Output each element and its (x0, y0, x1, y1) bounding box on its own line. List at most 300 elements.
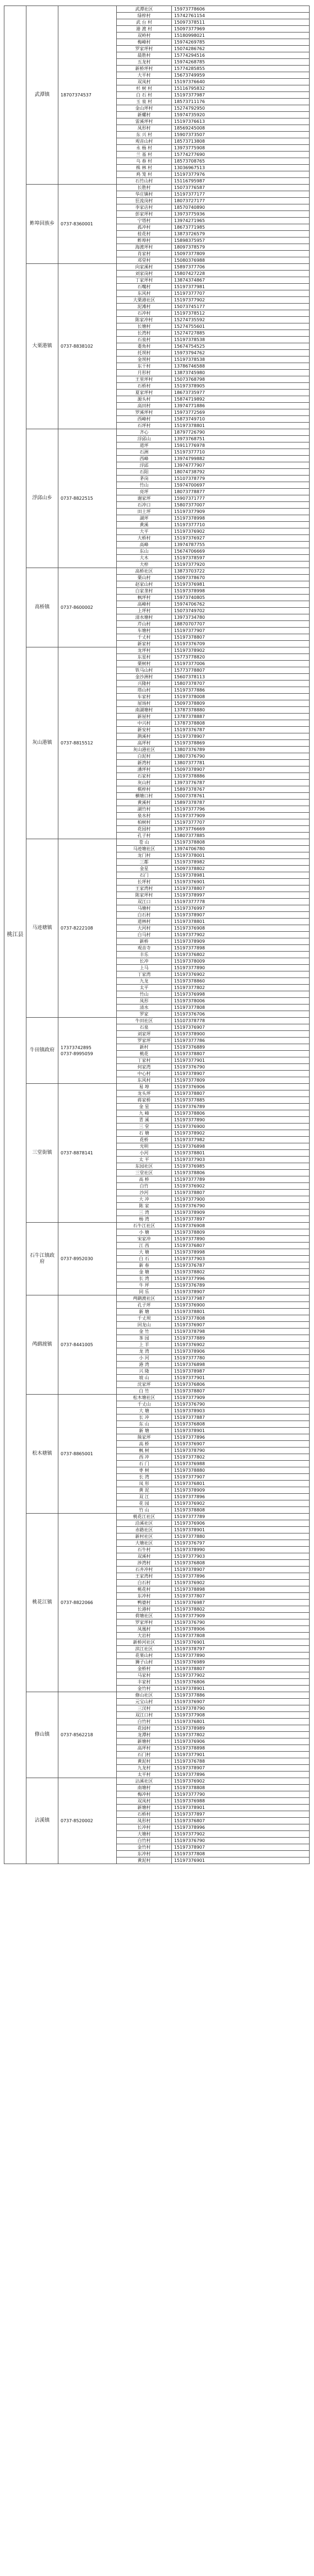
town-phone: 18707374537 (58, 6, 117, 185)
village-phone: 18073727177 (172, 198, 310, 204)
village-phone: 15197378808 (172, 1507, 310, 1514)
village-phone: 15607378113 (172, 674, 310, 681)
village-phone: 15197378806 (172, 1170, 310, 1176)
table-row (4, 1084, 310, 1090)
village-name: 高峰村 (117, 601, 172, 608)
town-name: 武潭镇 (26, 6, 58, 185)
village-name: 凤形村 (117, 125, 172, 132)
village-name: 大 塘 (117, 1408, 172, 1414)
village-name: 龙门村 (117, 852, 172, 859)
village-name: 罗溪坪村 (117, 409, 172, 416)
village-phone: 15197376790 (172, 1619, 310, 1626)
village-name: 松木塘社区 (117, 1395, 172, 1401)
village-phone: 15197377808 (172, 1315, 310, 1322)
village-name: 茶 园 (117, 1335, 172, 1342)
village-name: 金山坪村 (117, 105, 172, 112)
village-phone: 15197378907 (172, 1567, 310, 1573)
village-phone: 15197377907 (172, 628, 310, 634)
village-phone: 15107378779 (172, 476, 310, 482)
village-name: 长湾村 (117, 330, 172, 337)
village-name: 白家垄村 (117, 588, 172, 595)
village-phone: 15197376901 (172, 1639, 310, 1646)
village-name: 三 湾 (117, 1209, 172, 1216)
village-name: 黄 泥 (117, 1487, 172, 1494)
village-phone: 15197377778 (172, 899, 310, 905)
village-name: 横塘口村 (117, 793, 172, 800)
village-phone: 15197378538 (172, 357, 310, 363)
village-name: 大河村 (117, 925, 172, 932)
village-phone: 18569245008 (172, 125, 310, 132)
village-phone: 15197377896 (172, 1494, 310, 1500)
village-phone: 15197378790 (172, 1448, 310, 1454)
village-phone: 15197378909 (172, 938, 310, 945)
village-phone: 15197378907 (172, 1765, 310, 1772)
village-name: 小 河 (117, 1355, 172, 1362)
village-name: 孔子村 (117, 833, 172, 839)
village-phone: 15197378807 (172, 1051, 310, 1057)
village-phone: 15973794762 (172, 350, 310, 357)
village-phone: 15197376706 (172, 1011, 310, 1018)
village-name: 兴 隆 (117, 1368, 172, 1375)
town-phone: 0737-8838102 (58, 264, 117, 429)
village-phone: 15197376902 (172, 1580, 310, 1586)
village-name: 东山 (117, 548, 172, 555)
village-name: 兰 基 村 (117, 152, 172, 158)
village-phone: 13973775908 (172, 145, 310, 152)
village-phone: 15197376901 (172, 1857, 310, 1864)
village-phone: 15773778820 (172, 654, 310, 661)
village-name: 宁塔村 (117, 218, 172, 224)
village-name: 乌 春 村 (117, 158, 172, 165)
village-phone: 13974777907 (172, 462, 310, 469)
village-name: 石冲口 (117, 502, 172, 509)
village-name: 九 峰 (117, 1110, 172, 1117)
village-phone: 15197378901 (172, 1428, 310, 1434)
village-phone: 13807377781 (172, 760, 310, 766)
village-name: 鸡 笼 村 (117, 171, 172, 178)
village-name: 栗山村 (117, 575, 172, 581)
village-phone: 15197377902 (172, 297, 310, 304)
village-name: 高 桥 (117, 1441, 172, 1448)
village-phone: 15197377920 (172, 561, 310, 568)
village-name: 易 埠 (117, 1084, 172, 1090)
village-name: 金 塘 (117, 1269, 172, 1276)
village-phone: 15197377909 (172, 813, 310, 819)
village-name: 双凤村 (117, 1798, 172, 1805)
village-phone: 15197378597 (172, 555, 310, 561)
village-phone: 15197378982 (172, 859, 310, 866)
village-name: 桂花村 (117, 231, 172, 237)
village-name: 刘家岗村 (117, 271, 172, 277)
village-name: 同 乐 (117, 1289, 172, 1295)
village-phone: 15197377896 (172, 1434, 310, 1441)
village-phone: 15074286762 (172, 46, 310, 52)
village-phone: 15197377890 (172, 1117, 310, 1124)
village-phone: 15073749702 (172, 608, 310, 614)
village-phone: 15897377706 (172, 264, 310, 271)
village-name: 齐心 (117, 429, 172, 436)
village-name: 茅岗 (117, 476, 172, 482)
village-phone: 15197378903 (172, 1408, 310, 1414)
village-name: 黄泥村 (117, 1758, 172, 1765)
village-name: 灰山港社区 (117, 747, 172, 753)
village-phone: 15197376640 (172, 79, 310, 85)
village-phone: 15197376998 (172, 991, 310, 998)
village-name: 九龙村 (117, 1765, 172, 1772)
village-name: 上 羊 (117, 1342, 172, 1348)
village-name: 新塘村 (117, 1738, 172, 1745)
village-phone: 15197378906 (172, 1626, 310, 1633)
village-phone: 15197378900 (172, 1031, 310, 1038)
village-phone: 15197377710 (172, 449, 310, 456)
town-name: 马迹塘镇 (26, 839, 58, 1018)
village-name: 华庄镇村 (117, 191, 172, 198)
village-name: 塔山村 (117, 687, 172, 694)
village-phone: 15197376902 (172, 1183, 310, 1190)
village-name: 大栗港社区 (117, 297, 172, 304)
village-phone: 15197377890 (172, 1652, 310, 1659)
contact-table (4, 6, 310, 1864)
table-row (4, 6, 310, 13)
village-name: 石井冲村 (117, 1567, 172, 1573)
village-name: 南湖塘村 (117, 707, 172, 714)
village-name: 长 冲 (117, 1414, 172, 1421)
village-name: 双 江 (117, 1494, 172, 1500)
village-name: 丰家村 (117, 1679, 172, 1686)
village-name: 双江口 (117, 899, 172, 905)
village-phone: 15197376908 (172, 925, 310, 932)
village-phone: 15197378905 (172, 383, 310, 390)
town-phone: 0737-8441005 (58, 1295, 117, 1395)
village-phone: 15197378869 (172, 740, 310, 747)
town-phone: 0737-8520002 (58, 1778, 117, 1864)
village-name: 白马村 (117, 932, 172, 938)
village-phone: 15197377902 (172, 1831, 310, 1838)
village-name: 潘坪村 (117, 766, 172, 773)
village-name: 龙头坪 (117, 1090, 172, 1097)
village-name: 丁家湾 (117, 971, 172, 978)
village-name: 肖家村 (117, 251, 172, 257)
village-name: 长冲村 (117, 1824, 172, 1831)
village-name: 长塘村 (117, 323, 172, 330)
village-name: 凤形村 (117, 1818, 172, 1824)
village-name: 丰乐 (117, 952, 172, 958)
village-name: 千丈坝 (117, 1315, 172, 1322)
village-name: 赤路社区 (117, 1527, 172, 1533)
village-phone: 15197376901 (172, 879, 310, 885)
village-phone: 15197377177 (172, 191, 310, 198)
village-phone: 15197378538 (172, 337, 310, 343)
village-phone: 15774285855 (172, 66, 310, 72)
village-phone: 15874719892 (172, 396, 310, 403)
village-name: 鲊埠村 (117, 237, 172, 244)
village-phone: 15097378511 (172, 19, 310, 26)
village-phone: 15197378997 (172, 892, 310, 899)
village-name: 石牛村 (117, 1547, 172, 1553)
village-phone: 15197377903 (172, 1553, 310, 1560)
village-name: 孤冲村 (117, 224, 172, 231)
village-name: 罗家 (117, 1011, 172, 1018)
village-phone: 15197378998 (172, 515, 310, 522)
village-phone: 15197376981 (172, 581, 310, 588)
village-name: 湖竹村 (117, 806, 172, 813)
village-phone: 13873726579 (172, 231, 310, 237)
village-phone: 15197377908 (172, 1712, 310, 1719)
village-phone: 13973775936 (172, 211, 310, 218)
village-name: 长胜村 (117, 185, 172, 191)
village-phone: 15197376900 (172, 1124, 310, 1130)
village-phone: 15007378761 (172, 793, 310, 800)
village-name: 玉 泉 村 (117, 99, 172, 105)
village-phone: 15807377007 (172, 502, 310, 509)
village-phone: 15097378809 (172, 700, 310, 707)
village-name: 白 石 村 (117, 92, 172, 99)
village-phone: 15197377886 (172, 1692, 310, 1699)
village-phone: 15197378998 (172, 1249, 310, 1256)
village-name: 石泉 (117, 1024, 172, 1031)
village-phone: 15197376907 (172, 1024, 310, 1031)
village-phone: 15673749959 (172, 72, 310, 79)
village-name: 孔子坪 (117, 1302, 172, 1309)
village-name: 长 湾 (117, 1474, 172, 1481)
village-phone: 15197376889 (172, 1044, 310, 1051)
village-name: 大平 (117, 528, 172, 535)
village-name: 青 溪 (117, 1117, 172, 1124)
village-name: 邓堂村 (117, 257, 172, 264)
village-name: 三堂社区 (117, 1170, 172, 1176)
village-phone: 15197377808 (172, 1005, 310, 1011)
village-phone: 15180998021 (172, 33, 310, 39)
village-name: 白石村 (117, 912, 172, 919)
village-name: 株 林 村 (117, 165, 172, 171)
village-phone: 15197377903 (172, 1157, 310, 1163)
village-phone: 15197378809 (172, 1229, 310, 1236)
village-phone: 15807427228 (172, 271, 310, 277)
village-name: 罗家坪村 (117, 46, 172, 52)
village-phone: 15097378907 (172, 766, 310, 773)
village-phone: 15197377707 (172, 290, 310, 297)
village-name: 东风村 (117, 290, 172, 297)
village-name: 绿梓村 (117, 13, 172, 19)
village-name: 湖坪 (117, 515, 172, 522)
village-phone: 15197376898 (172, 1362, 310, 1368)
village-phone: 15197378907 (172, 733, 310, 740)
village-phone: 15197376906 (172, 1738, 310, 1745)
village-name: 五龙村 (117, 59, 172, 66)
village-name: 高峰 (117, 542, 172, 548)
village-phone: 15080376988 (172, 257, 310, 264)
village-phone: 15197377900 (172, 1196, 310, 1203)
village-name: 东 山 (117, 1421, 172, 1428)
village-name: 新塘村 (117, 1805, 172, 1811)
village-name: 铁马山村 (117, 667, 172, 674)
village-phone: 15774294516 (172, 52, 310, 59)
village-phone: 15897378787 (172, 800, 310, 806)
village-phone: 15973778606 (172, 6, 310, 13)
village-name: 大桥村 (117, 535, 172, 542)
village-phone: 15197377896 (172, 1573, 310, 1580)
village-name: 中心村 (117, 1071, 172, 1077)
village-name: 长冲 (117, 958, 172, 965)
village-phone: 15197378807 (172, 634, 310, 641)
village-name: 长坪村 (117, 879, 172, 885)
village-name: 浮邱山 (117, 436, 172, 442)
village-name: 金桥村 (117, 1666, 172, 1672)
village-name: 新 塘 (117, 1309, 172, 1315)
village-name: 高田村 (117, 403, 172, 409)
table-row (4, 185, 310, 191)
village-phone: 15197377901 (172, 1057, 310, 1064)
village-phone: 15197378009 (172, 958, 310, 965)
town-name: 修山镇 (26, 1692, 58, 1778)
table-row (4, 647, 310, 654)
village-name: 九龙 (117, 978, 172, 985)
village-name: 大塘社区 (117, 1540, 172, 1547)
village-name: 梅冲村 (117, 1791, 172, 1798)
town-phone: 0737-8600002 (58, 568, 117, 647)
village-name: 牛 坪 (117, 1282, 172, 1289)
village-name: 狮子山村 (117, 1659, 172, 1666)
village-name: 兴隆村 (117, 681, 172, 687)
village-phone: 15197377710 (172, 522, 310, 528)
village-name: 花园村 (117, 1725, 172, 1732)
village-name: 高坪村 (117, 740, 172, 747)
village-phone: 15197378902 (172, 647, 310, 654)
village-phone: 15907373507 (172, 132, 310, 138)
village-phone: 18573711176 (172, 99, 310, 105)
village-phone: 15197377909 (172, 509, 310, 515)
village-phone: 15197378909 (172, 1209, 310, 1216)
village-phone: 15197378512 (172, 310, 310, 317)
village-phone: 15197377902 (172, 932, 310, 938)
village-name: 东冲村 (117, 1851, 172, 1857)
village-phone: 18570740890 (172, 204, 310, 211)
village-phone: 15197377982 (172, 1137, 310, 1143)
village-phone: 15197378902 (172, 1130, 310, 1137)
village-phone: 18573713808 (172, 138, 310, 145)
village-phone: 15197376902 (172, 1778, 310, 1785)
table-row (4, 1395, 310, 1401)
village-phone: 15197378898 (172, 1745, 310, 1752)
village-phone: 15197378006 (172, 998, 310, 1005)
village-phone: 15197376787 (172, 727, 310, 733)
village-phone: 15097377809 (172, 251, 310, 257)
village-name: 双凤村 (117, 79, 172, 85)
table-row (4, 1692, 310, 1699)
table-row (4, 568, 310, 575)
village-name: 丁家村 (117, 1057, 172, 1064)
village-phone: 15107378778 (172, 1018, 310, 1024)
village-name: 武 台 村 (117, 19, 172, 26)
village-phone: 15197376908 (172, 1223, 310, 1229)
village-phone: 15197378802 (172, 1606, 310, 1613)
village-name: 西峰村 (117, 416, 172, 423)
village-phone: 18074738792 (172, 469, 310, 476)
village-name: 黄泥村 (117, 1857, 172, 1864)
village-phone: 15197376988 (172, 1798, 310, 1805)
town-phone: 0737-8865001 (58, 1395, 117, 1514)
village-phone: 15197376987 (172, 1600, 310, 1606)
village-phone: 15197376898 (172, 1143, 310, 1150)
village-name: 南塘村 (117, 1785, 172, 1791)
village-name: 花桥 (117, 1137, 172, 1143)
village-name: 石 塘 (117, 1130, 172, 1137)
village-phone: 15197377802 (172, 985, 310, 991)
village-name: 大梓 (117, 561, 172, 568)
village-phone: 15197376902 (172, 971, 310, 978)
village-phone: 15197376806 (172, 1381, 310, 1388)
village-phone: 13787378880 (172, 707, 310, 714)
village-phone: 15197377807 (172, 1593, 310, 1600)
village-phone: 15197377896 (172, 1772, 310, 1778)
village-name: 棋梓村 (117, 786, 172, 793)
village-phone: 15197378801 (172, 423, 310, 429)
village-name: 观音山村 (117, 138, 172, 145)
village-name: 源头村 (117, 396, 172, 403)
village-name: 新桥 (117, 938, 172, 945)
village-phone: 15197378001 (172, 852, 310, 859)
village-name: 王家湾村 (117, 885, 172, 892)
village-phone: 15197377006 (172, 661, 310, 667)
village-name: 大平村 (117, 72, 172, 79)
village-name: 马家村 (117, 1672, 172, 1679)
village-name: 梅峰村 (117, 39, 172, 46)
village-name: 白 竹 (117, 1388, 172, 1395)
village-phone: 15674706669 (172, 548, 310, 555)
village-phone: 15197377889 (172, 1335, 310, 1342)
table-row (4, 1018, 310, 1024)
village-phone: 13873745980 (172, 370, 310, 376)
village-name: 新安村 (117, 727, 172, 733)
contact-table-body (4, 6, 310, 1864)
village-name: 金 星 (117, 1104, 172, 1110)
village-name: 田土坪 (117, 509, 172, 515)
village-name: 东 兴 村 (117, 132, 172, 138)
table-row (4, 1778, 310, 1785)
village-name: 沈家坪 (117, 1381, 172, 1388)
town-phone: 0737-8952030 (58, 1223, 117, 1295)
village-phone: 15197377902 (172, 1672, 310, 1679)
village-phone: 15197377976 (172, 171, 310, 178)
village-name: 凤形 (117, 998, 172, 1005)
village-name: 芹山村 (117, 621, 172, 628)
village-name: 双溪村 (117, 1553, 172, 1560)
village-name: 石门 (117, 872, 172, 879)
village-name: 永 杨 村 (117, 145, 172, 152)
village-phone: 18073778877 (172, 489, 310, 495)
village-phone: 13874374867 (172, 277, 310, 284)
village-phone: 15197376797 (172, 1540, 310, 1547)
village-phone: 13974787755 (172, 542, 310, 548)
village-phone: 15197376907 (172, 1699, 310, 1705)
village-name: 大 冲 (117, 1196, 172, 1203)
village-name: 罗家坪 (117, 1038, 172, 1044)
village-phone: 15911776978 (172, 442, 310, 449)
village-phone: 15973740805 (172, 595, 310, 601)
village-name: 千丈村 (117, 634, 172, 641)
village-name: 石桥村 (117, 1811, 172, 1818)
village-name: 金竹村 (117, 1844, 172, 1851)
village-name: 狂流岗村 (117, 198, 172, 204)
village-name: 新湾村 (117, 760, 172, 766)
village-phone: 15974735920 (172, 112, 310, 118)
village-phone: 15197377802 (172, 1732, 310, 1738)
village-name: 大岩村 (117, 1633, 172, 1639)
town-name: 灰山港镇 (26, 647, 58, 839)
village-phone: 15197378901 (172, 1527, 310, 1533)
village-name: 滨江社区 (117, 1646, 172, 1652)
village-phone: 15197377890 (172, 1236, 310, 1243)
